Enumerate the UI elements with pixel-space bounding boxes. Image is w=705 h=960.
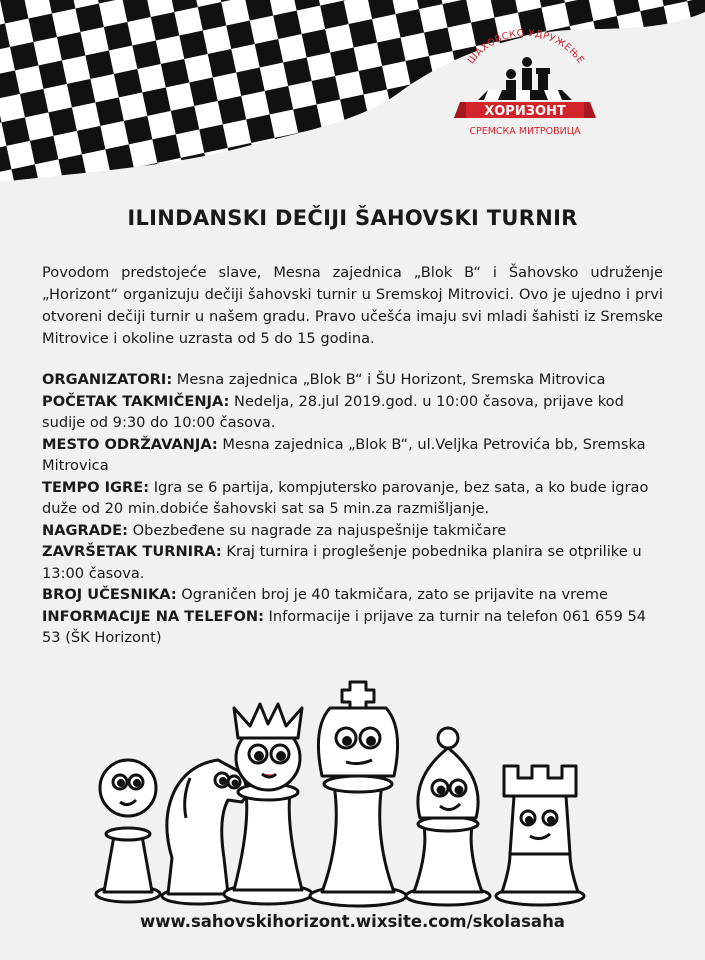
website-url[interactable]: www.sahovskihorizont.wixsite.com/skolasaha [140, 912, 565, 931]
detail-end [42, 541, 663, 584]
detail-text: Kraj turnira i proglešenje pobednika planira se otprilike u 13:00 časova. [42, 543, 642, 582]
details-list [42, 369, 663, 649]
rook-icon [496, 766, 584, 905]
detail-label: ORGANIZATORI: [42, 371, 173, 388]
detail-tempo [42, 477, 663, 520]
detail-text: Informacije i prijave za turnir na telefon 061 659 54 53 (ŠK Horizont) [42, 607, 647, 646]
detail-label: BROJ UČESNIKA: [42, 586, 177, 603]
detail-label: INFORMACIJE NA TELEFON: [42, 607, 264, 625]
knight-icon [162, 760, 247, 904]
logo-name: ХОРИЗОНТ [484, 104, 566, 119]
pawn-icon [96, 760, 160, 902]
intro-paragraph: Povodom predstojeće slave, Mesna zajednica „Blok B“ i Šahovsko udruženje „Horizont“ organizuju dečiji šahovski turnir u Sremskoj Mitrovici. Ovo je ujedno i prvi otvoreni dečiji turnir u našem gradu. Pravo učešća imaju svi mladi šahisti iz Sremske Mitrovice i okoline uzrasta od 5 do 15 godina. [42, 264, 663, 347]
logo-arc-text: ШАХОВСКО УДРУЖЕЊЕ [465, 28, 587, 67]
detail-location [42, 434, 663, 477]
detail-text: Obezbeđene su nagrade za najuspešnije takmičare [127, 521, 507, 539]
detail-text: Nedelja, 28.jul 2019.god. u 10:00 časova, prijave kod sudije od 9:30 do 10:00 časova. [42, 392, 624, 431]
cartoon-chess-pieces [90, 668, 610, 908]
page-title: ILINDANSKI DEČIJI ŠAHOVSKI TURNIR [127, 206, 578, 230]
logo-city: СРЕМСКА МИТРОВИЦА [469, 126, 581, 137]
queen-icon [224, 704, 312, 904]
detail-label: NAGRADE: [42, 521, 128, 539]
detail-label: TEMPO IGRE: [42, 478, 150, 496]
king-icon [310, 682, 406, 906]
bishop-icon [406, 728, 490, 905]
logo-chessboard [478, 90, 572, 100]
detail-label: MESTO ODRŽAVANJA: [42, 435, 218, 453]
detail-text: Mesna zajednica „Blok B“ i ŠU Horizont, Sremska Mitrovica [172, 371, 606, 388]
detail-text: Ograničen broj je 40 takmičara, zato se prijavite na vreme [176, 586, 608, 603]
detail-prizes [42, 520, 663, 542]
logo-pieces [506, 57, 550, 90]
club-logo [440, 28, 610, 148]
detail-label: ZAVRŠETAK TURNIRA: [42, 543, 222, 560]
detail-organizers [42, 369, 663, 391]
detail-participants [42, 584, 663, 606]
detail-label: POČETAK TAKMIČENJA: [42, 392, 230, 410]
detail-text: Mesna zajednica „Blok B“, ul.Veljka Petrovića bb, Sremska Mitrovica [42, 435, 646, 474]
detail-phone [42, 606, 663, 649]
detail-text: Igra se 6 partija, kompjutersko parovanje, bez sata, a ko bude igrao duže od 20 min.dobiće šahovski sat sa 5 min.za razmišljanje. [42, 478, 649, 517]
detail-start [42, 391, 663, 434]
